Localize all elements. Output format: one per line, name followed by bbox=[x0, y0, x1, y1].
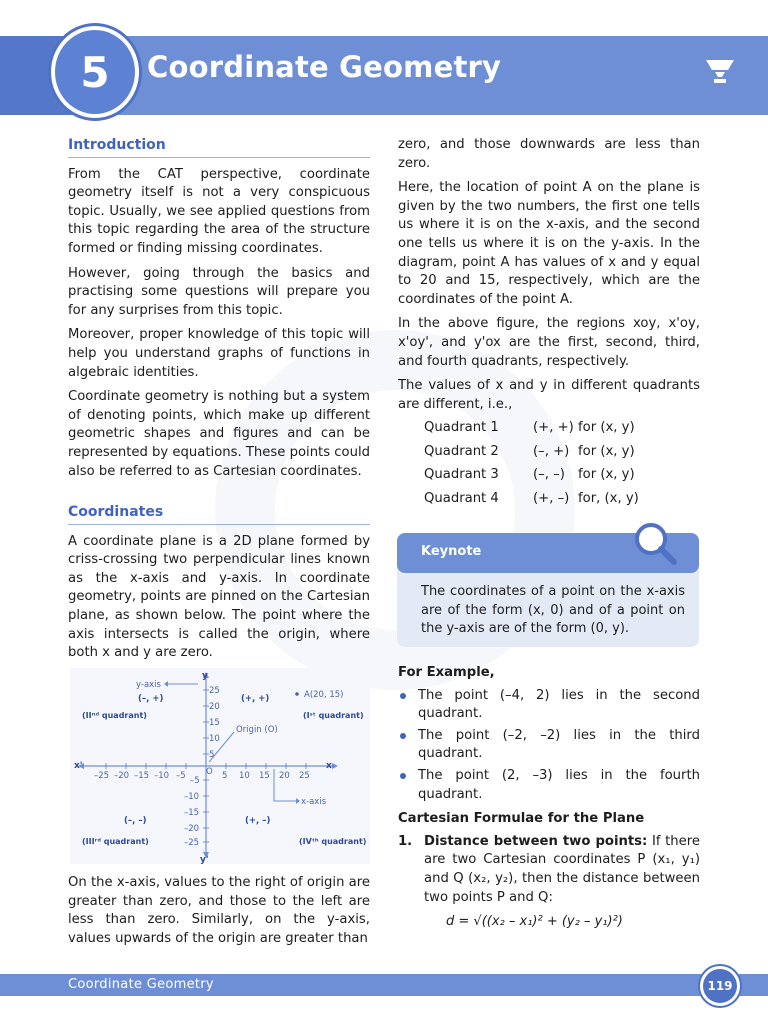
quadrant-sign: (–, –) bbox=[533, 467, 565, 483]
cartesian-plane-diagram bbox=[70, 668, 370, 864]
x-tick-label: –15 bbox=[134, 771, 150, 781]
q2-sign: (–, +) bbox=[138, 694, 164, 704]
q2-label: (IIⁿᵈ quadrant) bbox=[82, 711, 147, 720]
list-item: The point (2, –3) lies in the fourth quadrant. bbox=[398, 767, 700, 804]
q4-sign: (+, –) bbox=[245, 816, 271, 826]
formulae-heading: Cartesian Formulae for the Plane bbox=[398, 811, 645, 827]
x-left-label: x' bbox=[74, 761, 83, 771]
introduction-heading: Introduction bbox=[68, 136, 370, 158]
quadrant-name: Quadrant 1 bbox=[424, 420, 499, 436]
chapter-title: Coordinate Geometry bbox=[147, 50, 502, 84]
table-row bbox=[424, 416, 639, 439]
magnifier-icon bbox=[631, 519, 679, 567]
distance-formula-item bbox=[398, 833, 700, 907]
y-tick-label: –10 bbox=[184, 792, 200, 802]
x-tick-label: 10 bbox=[239, 771, 250, 781]
intro-paragraph: However, going through the basics and practising some questions will prepare you for any surprises from this topic. bbox=[68, 265, 370, 318]
origin-mark: O bbox=[206, 767, 213, 777]
item-number: 1. bbox=[398, 833, 413, 849]
footer-chapter-name: Coordinate Geometry bbox=[68, 977, 214, 992]
point-a-marker bbox=[295, 692, 299, 696]
axis-values-paragraph: On the x-axis, values to the right of origin are greater than zero, and those to the left are less than zero. Similarly, on the y-axis, values upwards of the origin are greater than bbox=[68, 875, 370, 946]
q1-sign: (+, +) bbox=[241, 694, 270, 704]
y-tick-label: 10 bbox=[209, 734, 220, 744]
x-tick-label: 5 bbox=[222, 771, 228, 781]
y-tick-label: –5 bbox=[190, 776, 200, 786]
q1-label: (Iˢᵗ quadrant) bbox=[303, 711, 364, 720]
x-tick-label: 25 bbox=[299, 771, 310, 781]
quadrant-sign: (+, +) bbox=[533, 420, 574, 436]
page-number: 119 bbox=[700, 966, 740, 1006]
right-column-lower bbox=[398, 660, 700, 932]
keynote-label: Keynote bbox=[421, 544, 482, 559]
y-bottom-label: y' bbox=[200, 855, 209, 864]
quadrant-name: Quadrant 2 bbox=[424, 443, 499, 459]
q4-label: (IVᵗʰ quadrant) bbox=[299, 837, 367, 846]
y-tick-label: 15 bbox=[209, 718, 220, 728]
quadrant-sign-table bbox=[424, 416, 639, 510]
q3-sign: (–, –) bbox=[124, 816, 147, 826]
origin-callout: Origin (O) bbox=[236, 725, 278, 735]
coordinates-paragraph: A coordinate plane is a 2D plane formed by criss-crossing two perpendicular lines known as the x-axis and y-axis. In coordinate geometry, points are pinned on the Cartesian plane, as shown below. The point where the axis intersects is called the origin, where both x and y are zero. bbox=[68, 533, 370, 661]
x-tick-label: –10 bbox=[154, 771, 170, 781]
example-heading: For Example, bbox=[398, 665, 495, 680]
intro-paragraph: From the CAT perspective, coordinate geometry itself is not a very conspicuous topic. Usually, we see applied questions from this topic regarding the area of the structure formed or finding missing coordinates. bbox=[68, 166, 370, 256]
y-tick-label: 25 bbox=[209, 686, 220, 696]
quadrant-regions-paragraph: In the above figure, the regions xoy, x'oy, x'oy', and y'ox are the first, second, third, and fourth quadrants, respectively. bbox=[398, 316, 700, 369]
quadrant-suffix: for (x, y) bbox=[578, 467, 635, 483]
x-tick-label: 20 bbox=[279, 771, 290, 781]
quadrant-suffix: for (x, y) bbox=[578, 420, 635, 436]
right-column bbox=[398, 136, 700, 516]
point-location-paragraph: Here, the location of point A on the plane is given by the two numbers, the first one tells us where it is on the x-axis, and the second one tells us where it is on the y-axis. In the diagram, point A has values of x and y equal to 20 and 15, respectively, which are the coordinates of the point A. bbox=[398, 180, 700, 307]
keynote-box bbox=[397, 533, 699, 647]
chapter-number-badge: 5 bbox=[51, 26, 139, 118]
x-tick-label: –5 bbox=[176, 771, 186, 781]
y-tick-label: 5 bbox=[209, 750, 215, 760]
keynote-text: The coordinates of a point on the x-axis are of the form (x, 0) and of a point on the y-axis are of the form (0, y). bbox=[421, 584, 685, 637]
x-axis-caption: x-axis bbox=[301, 797, 327, 807]
q3-label: (IIIʳᵈ quadrant) bbox=[82, 837, 149, 846]
table-row bbox=[424, 463, 639, 486]
coordinates-heading: Coordinates bbox=[68, 503, 370, 525]
y-axis-caption: y-axis bbox=[136, 680, 161, 690]
distance-formula: d = √((x₂ – x₁)² + (y₂ – y₁)²) bbox=[446, 914, 623, 930]
x-tick-label: 15 bbox=[259, 771, 270, 781]
left-column-bottom bbox=[68, 874, 370, 954]
quadrant-name: Quadrant 4 bbox=[424, 490, 499, 506]
item-text: If there are two Cartesian coordinates P (x₁, y₁) and Q (x₂, y₂), then the distance between two points P and Q: bbox=[424, 833, 700, 905]
x-right-label: x bbox=[326, 761, 332, 771]
item-title: Distance between two points: bbox=[424, 833, 648, 849]
quadrant-suffix: for (x, y) bbox=[578, 443, 635, 459]
x-tick-label: –20 bbox=[114, 771, 130, 781]
quadrant-sign: (–, +) bbox=[533, 443, 570, 459]
point-a-label: A(20, 15) bbox=[304, 690, 344, 700]
intro-paragraph: Moreover, proper knowledge of this topic will help you understand graphs of functions in algebraic identities. bbox=[68, 327, 370, 380]
list-item: The point (–2, –2) lies in the third quadrant. bbox=[398, 727, 700, 764]
x-tick-label: –25 bbox=[94, 771, 110, 781]
y-tick-label: –20 bbox=[184, 824, 200, 834]
intro-paragraph: Coordinate geometry is nothing but a system of denoting points, which make up different geometric shapes and figures and can be represented by equations. These points could also be referred to as Cartesian coordinates. bbox=[68, 389, 370, 479]
continued-paragraph: zero, and those downwards are less than zero. bbox=[398, 137, 700, 171]
y-tick-label: 20 bbox=[209, 702, 220, 712]
example-list bbox=[398, 687, 700, 805]
list-item: The point (–4, 2) lies in the second quadrant. bbox=[398, 687, 700, 724]
table-row bbox=[424, 440, 639, 463]
trophy-icon bbox=[704, 58, 736, 86]
quadrant-values-paragraph: The values of x and y in different quadrants are different, i.e., bbox=[398, 378, 700, 412]
y-tick-label: –15 bbox=[184, 808, 200, 818]
y-top-label: y bbox=[202, 671, 208, 681]
quadrant-sign: (+, –) bbox=[533, 490, 570, 506]
quadrant-suffix: for, (x, y) bbox=[578, 490, 639, 506]
left-column bbox=[68, 136, 370, 669]
y-tick-label: –25 bbox=[184, 838, 200, 848]
table-row bbox=[424, 487, 639, 510]
quadrant-name: Quadrant 3 bbox=[424, 467, 499, 483]
